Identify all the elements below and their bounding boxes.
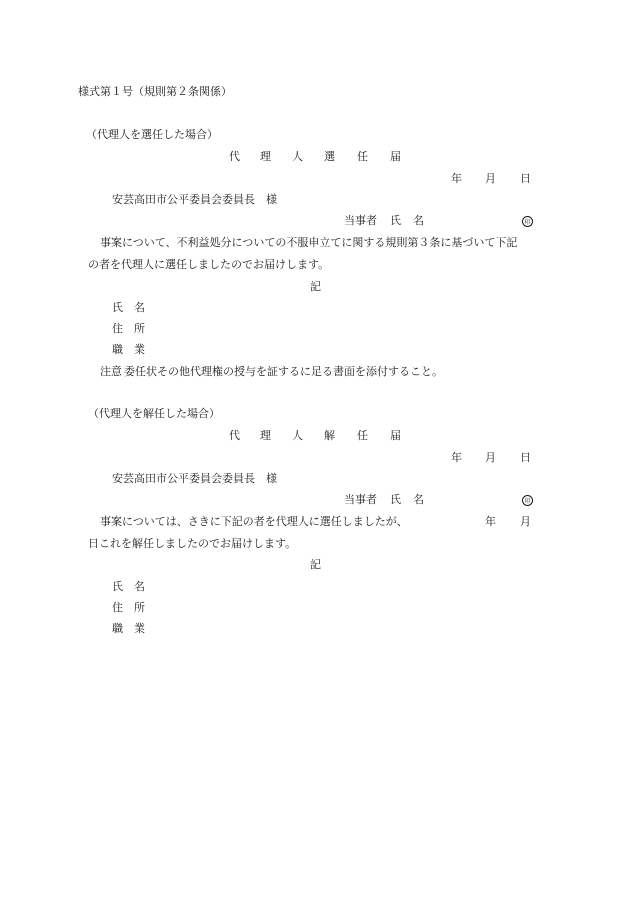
appointment-case-heading: （代理人を選任した場合） [86, 128, 218, 141]
dismissal-title-char: 解 [324, 429, 335, 442]
dismissal-date-year: 年 [451, 451, 462, 464]
appointment-date-month: 月 [485, 172, 496, 185]
dismissal-title-char: 代 [229, 429, 240, 442]
dismissal-body-line-1: 事案については、さきに下記の者を代理人に選任しましたが、 [100, 515, 408, 528]
dismissal-title-char: 理 [260, 429, 271, 442]
appointment-title-char: 選 [324, 150, 335, 163]
appointment-note-text: 委任状その他代理権の授与を証するに足る書面を添付すること。 [124, 365, 443, 378]
dismissal-ki: 記 [310, 558, 321, 571]
appointment-party-label: 当事者 [344, 214, 377, 227]
appointment-seal-icon: 印 [522, 216, 533, 227]
appointment-ki: 記 [310, 280, 321, 293]
dismissal-body-month: 月 [520, 515, 531, 528]
appointment-body-line-2: の者を代理人に選任しましたのでお届けします。 [88, 258, 330, 271]
appointment-field-name: 氏 名 [112, 301, 145, 314]
dismissal-field-occupation: 職 業 [112, 622, 145, 635]
dismissal-date-month: 月 [485, 451, 496, 464]
appointment-title-char: 届 [390, 150, 401, 163]
dismissal-case-heading: （代理人を解任した場合） [88, 407, 220, 420]
appointment-field-occupation: 職 業 [112, 343, 145, 356]
dismissal-title-char: 人 [292, 429, 303, 442]
appointment-addressee: 安芸高田市公平委員会委員長 様 [112, 193, 277, 206]
appointment-title-char: 理 [260, 150, 271, 163]
dismissal-name-label-1: 氏 [390, 493, 401, 506]
appointment-body-line-1: 事案について、不利益処分についての不服申立てに関する規則第３条に基づいて下記 [100, 236, 518, 249]
dismissal-field-address: 住 所 [112, 601, 145, 614]
appointment-date-year: 年 [451, 172, 462, 185]
appointment-name-label-2: 名 [413, 214, 424, 227]
appointment-field-address: 住 所 [112, 322, 145, 335]
dismissal-party-label: 当事者 [344, 493, 377, 506]
appointment-title-char: 人 [292, 150, 303, 163]
appointment-note-label: 注意 [100, 365, 122, 378]
appointment-date-day: 日 [520, 172, 531, 185]
dismissal-date-day: 日 [520, 451, 531, 464]
appointment-title-char: 代 [229, 150, 240, 163]
dismissal-body-line-2: 日これを解任しましたのでお届けします。 [88, 537, 297, 550]
form-number-label: 様式第１号（規則第２条関係） [78, 85, 232, 98]
dismissal-name-label-2: 名 [413, 493, 424, 506]
dismissal-title-char: 届 [390, 429, 401, 442]
appointment-title-char: 任 [357, 150, 368, 163]
dismissal-seal-icon: 印 [522, 495, 533, 506]
dismissal-field-name: 氏 名 [112, 580, 145, 593]
dismissal-body-year: 年 [485, 515, 496, 528]
dismissal-addressee: 安芸高田市公平委員会委員長 様 [112, 472, 277, 485]
appointment-name-label-1: 氏 [390, 214, 401, 227]
dismissal-title-char: 任 [357, 429, 368, 442]
